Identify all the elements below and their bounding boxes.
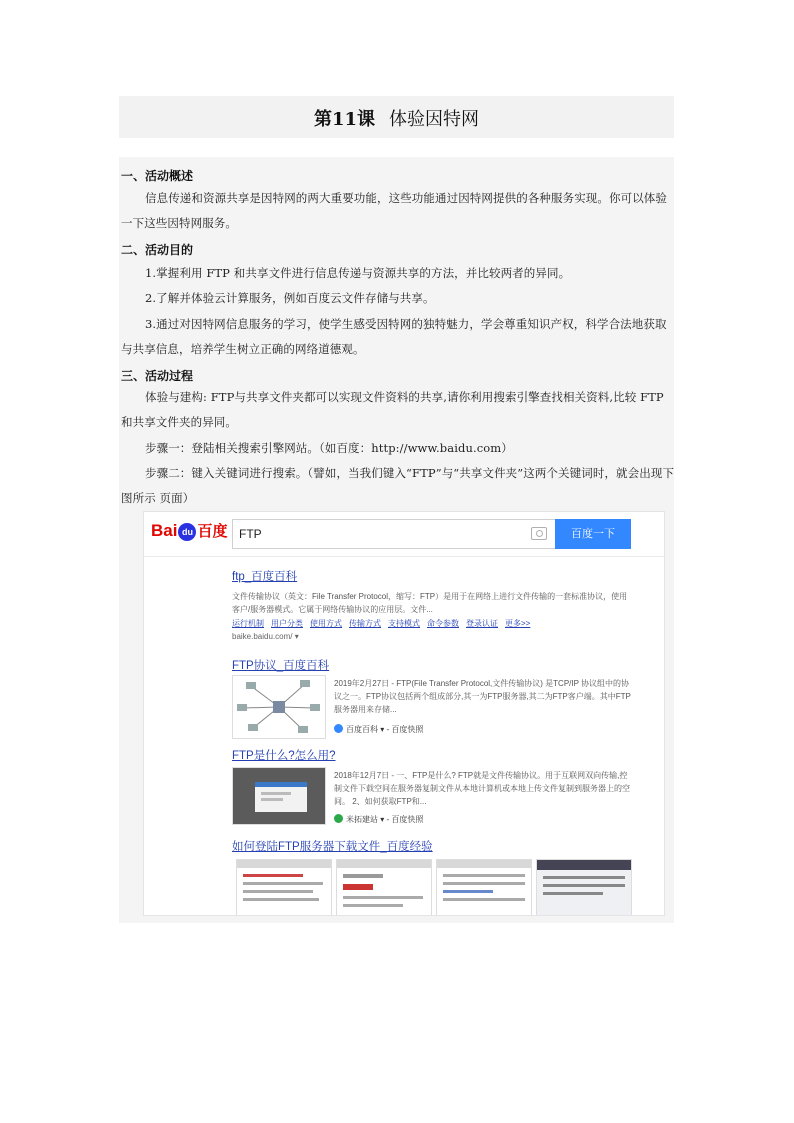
sublink[interactable]: 命令参数 (427, 619, 459, 628)
result-4-thumbnail-3[interactable] (436, 859, 532, 916)
overview-text: 信息传递和资源共享是因特网的两大重要功能，这些功能通过因特网提供的各种服务实现。你可以体验一下这些因特网服务。 (121, 191, 667, 230)
ftp-client-thumbnail[interactable] (232, 767, 326, 825)
result-1-sublinks (232, 618, 537, 629)
result-2-title[interactable]: FTP协议_百度百科 (232, 660, 330, 672)
site-icon (334, 814, 343, 823)
camera-icon[interactable] (531, 527, 547, 540)
result-1-snippet: 文件传输协议（英文：File Transfer Protocol，缩写：FTP）是用于在网络上进行文件传输的一套标准协议，使用客户/服务器模式。它属于网络传输协议的应用层。文件... (232, 592, 628, 614)
result-4-thumbnail-2[interactable] (336, 859, 432, 916)
baike-icon (334, 724, 343, 733)
result-4-thumbnail-4[interactable] (536, 859, 632, 916)
title-band (119, 96, 674, 138)
result-2-source: 百度百科 ▾ - 百度快照 (334, 724, 423, 735)
lesson-title: 体验因特网 (389, 109, 480, 130)
goal-item-2: 2.了解并体验云计算服务，例如百度云文件存储与共享。 (145, 291, 435, 305)
header-divider (144, 556, 664, 557)
sublink[interactable]: 传输方式 (349, 619, 381, 628)
search-button[interactable]: 百度一下 (555, 519, 631, 549)
result-3-snippet: 2018年12月7日 - 一、FTP是什么? FTP就是文件传输协议。用于互联网双向传输,控制文件下载空间在服务器复制文件从本地计算机或本地上传文件复制到服务器上的空间。 2、如何获取FTP和... (334, 771, 630, 806)
thumbnail-image (437, 860, 531, 916)
baidu-search-screenshot (143, 511, 665, 916)
thumbnail-image (337, 860, 431, 916)
paw-icon: du (178, 523, 196, 541)
network-diagram-thumbnail[interactable] (232, 675, 326, 739)
thumbnail-image (537, 860, 631, 916)
result-2-snippet: 2019年2月27日 - FTP(File Transfer Protocol,文件传输协议) 是TCP/IP 协议组中的协议之一。FTP协议包括两个组成部分,其一为FTP服务器,其二为FTP客户端。其中FTP服务器用来存储... (334, 679, 631, 714)
goal-item-1: 1.掌握利用 FTP 和共享文件进行信息传递与资源共享的方法，并比较两者的异同。 (145, 266, 571, 280)
page-title (119, 105, 674, 131)
thumbnail-image (237, 860, 331, 916)
search-input[interactable] (232, 519, 556, 549)
network-diagram-image (233, 676, 325, 738)
sublink[interactable]: 用户分类 (271, 619, 303, 628)
ftp-client-image (233, 768, 325, 824)
sublink[interactable]: 更多>> (505, 619, 531, 628)
section-heading-process: 三、活动过程 (121, 369, 194, 383)
result-3-source: 米拓建站 ▾ - 百度快照 (334, 814, 423, 825)
result-4-thumbnail-1[interactable] (236, 859, 332, 916)
result-3-title[interactable]: FTP是什么?怎么用? (232, 750, 336, 762)
search-query: FTP (239, 527, 262, 541)
lesson-number: 第11课 (313, 109, 376, 130)
step-2: 步骤二：键入关键词进行搜索。（譬如，当我们键入“FTP”与“共享文件夹”这两个关键词时，就会出现下图所示 页面） (121, 466, 675, 505)
result-1-title[interactable]: ftp_百度百科 (232, 571, 298, 583)
step-1: 步骤一：登陆相关搜索引擎网站。（如百度：http://www.baidu.com） (145, 441, 513, 455)
sublink[interactable]: 运行机制 (232, 619, 264, 628)
sublink[interactable]: 使用方式 (310, 619, 342, 628)
baidu-logo: Bai du 百度 (151, 521, 228, 540)
result-4-title[interactable]: 如何登陆FTP服务器下载文件_百度经验 (232, 841, 433, 853)
goal-item-3: 3.通过对因特网信息服务的学习，使学生感受因特网的独特魅力，学会尊重知识产权，科学合法地获取与共享信息，培养学生树立正确的网络道德观。 (121, 317, 667, 356)
sublink[interactable]: 登录认证 (466, 619, 498, 628)
section-heading-overview: 一、活动概述 (121, 169, 194, 183)
result-1-url: baike.baidu.com/ ▾ (232, 632, 299, 641)
sublink[interactable]: 支持模式 (388, 619, 420, 628)
process-text: 体验与建构: FTP与共享文件夹都可以实现文件资料的共享,请你利用搜索引擎查找相关资料,比较 FTP 和共享文件夹的异同。 (121, 390, 664, 429)
section-heading-goals: 二、活动目的 (121, 243, 194, 257)
